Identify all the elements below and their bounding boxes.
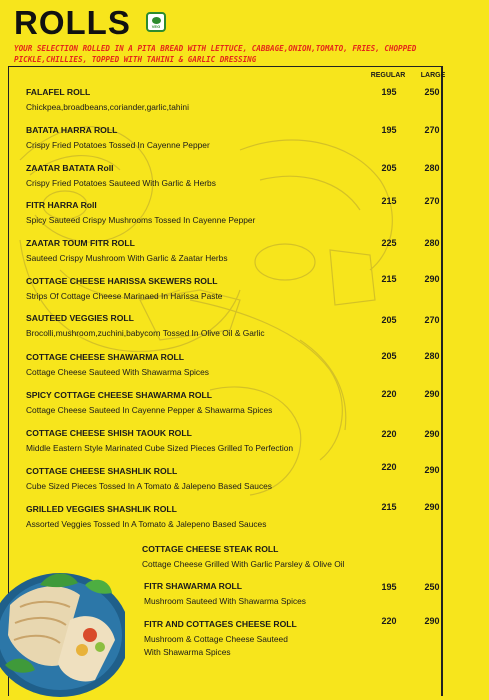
item-description: Cube Sized Pieces Tossed In A Tomato & Jalepeno Based Sauces xyxy=(26,481,272,491)
column-header-large: LARGE xyxy=(420,72,446,79)
item-price-large: 290 xyxy=(424,429,440,439)
item-description: Brocolli,mushroom,zuchini,babycorn Tossed In Olive Oil & Garlic xyxy=(26,328,265,338)
item-price-large: 270 xyxy=(424,315,440,325)
item-description-line-2: With Shawarma Spices xyxy=(144,647,231,657)
menu-item-grilled-veggies-shashlik-roll xyxy=(26,504,266,530)
item-price-regular: 205 xyxy=(381,163,397,173)
item-name: FITR SHAWARMA ROLL xyxy=(144,581,243,591)
item-price-regular: 215 xyxy=(381,274,397,284)
menu-item-cottage-cheese-harissa-skewers-roll xyxy=(26,276,222,302)
item-price-regular: 220 xyxy=(381,616,397,626)
item-name: BATATA HARRA ROLL xyxy=(26,125,118,135)
item-description: Middle Eastern Style Marinated Cube Sized Pieces Grilled To Perfection xyxy=(26,443,294,453)
item-price-regular: 195 xyxy=(381,125,397,135)
item-description: Mushroom Sauteed With Shawarma Spices xyxy=(144,596,306,606)
item-price-regular: 215 xyxy=(381,196,397,206)
menu-item-cottage-cheese-shish-taouk-roll xyxy=(26,428,293,454)
item-price-large: 290 xyxy=(424,274,440,284)
item-name: FITR HARRA Roll xyxy=(26,200,97,210)
item-name: FALAFEL ROLL xyxy=(26,87,91,97)
item-price-large: 270 xyxy=(424,125,440,135)
wrap-roll-food-image xyxy=(0,545,125,700)
item-name: FITR AND COTTAGES CHEESE ROLL xyxy=(144,619,297,629)
item-name: SPICY COTTAGE CHEESE SHAWARMA ROLL xyxy=(26,390,213,400)
item-price-regular: 215 xyxy=(381,502,397,512)
item-price-large: 280 xyxy=(424,238,440,248)
item-price-large: 280 xyxy=(424,351,440,361)
item-name: SAUTEED VEGGIES ROLL xyxy=(26,313,134,323)
veg-indicator-icon xyxy=(146,12,166,32)
item-price-regular: 205 xyxy=(381,351,397,361)
menu-item-batata-harra-roll xyxy=(26,125,210,151)
item-price-large: 250 xyxy=(424,582,440,592)
item-price-regular: 205 xyxy=(381,315,397,325)
item-description: Chickpea,broadbeans,coriander,garlic,tahini xyxy=(26,102,189,112)
item-price-large: 280 xyxy=(424,163,440,173)
item-name: GRILLED VEGGIES SHASHLIK ROLL xyxy=(26,504,177,514)
item-name: COTTAGE CHEESE SHASHLIK ROLL xyxy=(26,466,178,476)
menu-item-sauteed-veggies-roll xyxy=(26,313,265,339)
item-name: COTTAGE CHEESE HARISSA SKEWERS ROLL xyxy=(26,276,218,286)
page-title: ROLLS xyxy=(14,4,131,41)
item-description: Crispy Fried Potatoes Tossed In Cayenne Pepper xyxy=(26,140,210,150)
item-description: Cottage Cheese Sauteed In Cayenne Pepper & Shawarma Spices xyxy=(26,405,273,415)
veg-label: VEG xyxy=(151,24,161,29)
menu-item-spicy-cottage-cheese-shawarma-roll xyxy=(26,390,272,416)
item-name: COTTAGE CHEESE STEAK ROLL xyxy=(142,544,279,554)
item-description: Assorted Veggies Tossed In A Tomato & Jalepeno Based Sauces xyxy=(26,519,267,529)
menu-item-zaatar-batata-roll xyxy=(26,163,216,189)
item-description: Cottage Cheese Sauteed With Shawarma Spices xyxy=(26,367,209,377)
item-price-large: 290 xyxy=(424,465,440,475)
menu-item-cottage-cheese-shawarma-roll xyxy=(26,352,209,378)
item-price-regular: 220 xyxy=(381,462,397,472)
item-description: Crispy Fried Potatoes Sauteed With Garlic & Herbs xyxy=(26,178,216,188)
column-header-regular: REGULAR xyxy=(370,72,406,79)
menu-frame-right-border xyxy=(441,66,443,696)
item-price-large: 250 xyxy=(424,87,440,97)
menu-item-fitr-shawarma-roll xyxy=(144,581,306,607)
menu-item-fitr-harra-roll xyxy=(26,200,255,226)
veg-dot xyxy=(152,17,161,24)
item-name: COTTAGE CHEESE SHISH TAOUK ROLL xyxy=(26,428,192,438)
item-description: Sauteed Crispy Mushroom With Garlic & Zaatar Herbs xyxy=(26,253,228,263)
item-name: ZAATAR TOUM FITR ROLL xyxy=(26,238,135,248)
item-description: Cottage Cheese Grilled With Garlic Parsley & Olive Oil xyxy=(142,559,345,569)
item-description: Spicy Sauteed Crispy Mushrooms Tossed In Cayenne Pepper xyxy=(26,215,256,225)
menu-item-cottage-cheese-shashlik-roll xyxy=(26,466,272,492)
item-price-regular: 225 xyxy=(381,238,397,248)
item-description: Mushroom & Cottage Cheese Sauteed xyxy=(144,634,288,644)
menu-item-fitr-and-cottages-cheese-roll xyxy=(144,619,297,658)
menu-item-cottage-cheese-steak-roll xyxy=(142,544,344,570)
item-name: COTTAGE CHEESE SHAWARMA ROLL xyxy=(26,352,185,362)
menu-item-zaatar-toum-fitr-roll xyxy=(26,238,228,264)
item-price-regular: 195 xyxy=(381,582,397,592)
item-price-large: 270 xyxy=(424,196,440,206)
section-subtitle: YOUR SELECTION ROLLED IN A PITA BREAD WITH LETTUCE, CABBAGE,ONION,TOMATO, FRIES, CHOPPED PICKLE,CHILLIES, TOPPED WITH TAHINI & GARLIC DRESSING xyxy=(14,44,417,64)
item-price-regular: 220 xyxy=(381,389,397,399)
item-price-regular: 220 xyxy=(381,429,397,439)
item-price-large: 290 xyxy=(424,616,440,626)
item-name: ZAATAR BATATA Roll xyxy=(26,163,114,173)
item-price-regular: 195 xyxy=(381,87,397,97)
item-price-large: 290 xyxy=(424,502,440,512)
item-description: Strips Of Cottage Cheese Marinaed In Harissa Paste xyxy=(26,291,223,301)
item-price-large: 290 xyxy=(424,389,440,399)
menu-item-falafel-roll xyxy=(26,87,189,113)
